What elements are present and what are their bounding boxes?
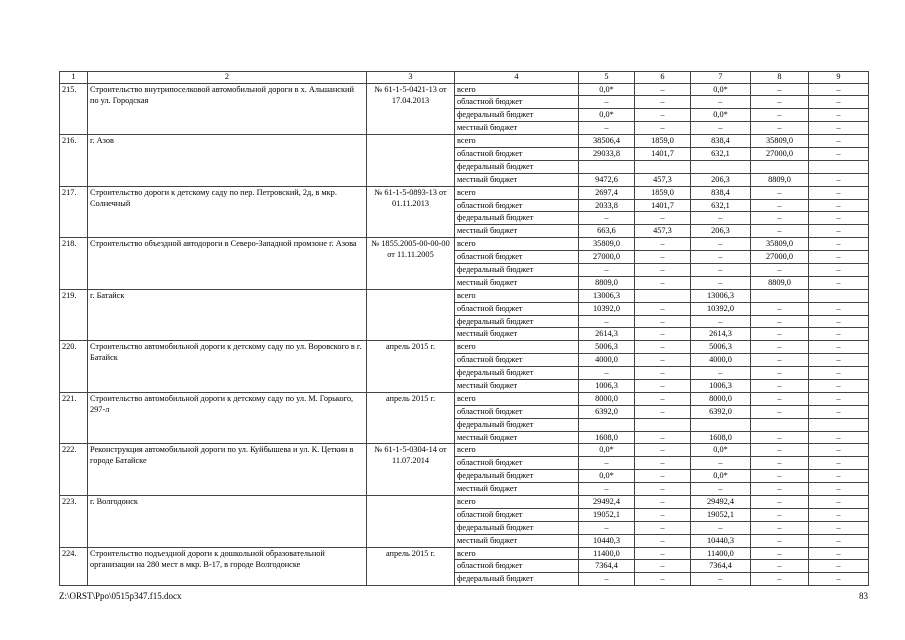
amount-cell: –: [751, 367, 809, 380]
object-name: Реконструкция автомобильной дороги по ул. Куйбышева и ул. К. Цеткин в городе Батайске: [88, 444, 367, 496]
amount-cell: 8809,0: [579, 276, 635, 289]
amount-cell: –: [751, 521, 809, 534]
amount-cell: –: [635, 302, 691, 315]
amount-cell: 9472,6: [579, 173, 635, 186]
amount-cell: –: [809, 173, 869, 186]
item-number: 221.: [60, 392, 88, 444]
table-row: [60, 135, 869, 148]
amount-cell: 10392,0: [579, 302, 635, 315]
funding-source-label: федеральный бюджет: [455, 315, 579, 328]
amount-cell: –: [635, 547, 691, 560]
object-name: Строительство подъездной дороги к дошкольной образовательной организации на 280 мест в мкр. В-17, в городе Волгодонске: [88, 547, 367, 586]
funding-source-label: федеральный бюджет: [455, 470, 579, 483]
amount-cell: 5006,3: [691, 341, 751, 354]
amount-cell: –: [751, 302, 809, 315]
amount-cell: 0,0*: [579, 83, 635, 96]
funding-source-label: федеральный бюджет: [455, 109, 579, 122]
funding-source-label: всего: [455, 444, 579, 457]
amount-cell: –: [751, 83, 809, 96]
amount-cell: –: [751, 96, 809, 109]
funding-source-label: всего: [455, 289, 579, 302]
amount-cell: –: [635, 573, 691, 586]
amount-cell: –: [751, 457, 809, 470]
amount-cell: 1608,0: [691, 431, 751, 444]
amount-cell: –: [691, 276, 751, 289]
amount-cell: 11400,0: [579, 547, 635, 560]
object-name: г. Азов: [88, 135, 367, 187]
amount-cell: –: [579, 122, 635, 135]
amount-cell: –: [751, 508, 809, 521]
funding-source-label: областной бюджет: [455, 302, 579, 315]
amount-cell: –: [751, 186, 809, 199]
table-row: [60, 547, 869, 560]
amount-cell: –: [751, 328, 809, 341]
amount-cell: –: [691, 315, 751, 328]
object-name: Строительство внутрипоселковой автомобильной дороги в х. Альшанский по ул. Городская: [88, 83, 367, 135]
funding-source-label: федеральный бюджет: [455, 418, 579, 431]
funding-source-label: всего: [455, 238, 579, 251]
amount-cell: –: [635, 96, 691, 109]
amount-cell: –: [809, 470, 869, 483]
amount-cell: 10392,0: [691, 302, 751, 315]
amount-cell: 2033,8: [579, 199, 635, 212]
item-number: 223.: [60, 496, 88, 548]
object-name: Строительство автомобильной дороги к детскому саду по ул. М. Горького, 297-л: [88, 392, 367, 444]
column-number: 3: [367, 72, 455, 84]
amount-cell: –: [751, 483, 809, 496]
amount-cell: 632,1: [691, 147, 751, 160]
amount-cell: –: [751, 573, 809, 586]
document-reference: [367, 289, 455, 341]
amount-cell: –: [579, 521, 635, 534]
amount-cell: –: [635, 238, 691, 251]
amount-cell: –: [635, 83, 691, 96]
amount-cell: –: [635, 328, 691, 341]
amount-cell: –: [691, 122, 751, 135]
document-reference: № 1855.2005-00-00-00 от 11.11.2005: [367, 238, 455, 290]
funding-source-label: областной бюджет: [455, 560, 579, 573]
amount-cell: 0,0*: [691, 444, 751, 457]
item-number: 216.: [60, 135, 88, 187]
funding-source-label: местный бюджет: [455, 225, 579, 238]
amount-cell: –: [751, 470, 809, 483]
amount-cell: –: [635, 379, 691, 392]
document-reference: апрель 2015 г.: [367, 392, 455, 444]
amount-cell: 35809,0: [579, 238, 635, 251]
amount-cell: –: [809, 379, 869, 392]
amount-cell: –: [809, 328, 869, 341]
amount-cell: –: [751, 560, 809, 573]
amount-cell: –: [635, 212, 691, 225]
amount-cell: 1006,3: [691, 379, 751, 392]
amount-cell: 4000,0: [579, 354, 635, 367]
funding-source-label: местный бюджет: [455, 276, 579, 289]
funding-source-label: всего: [455, 392, 579, 405]
amount-cell: –: [691, 521, 751, 534]
item-number: 219.: [60, 289, 88, 341]
amount-cell: [579, 418, 635, 431]
amount-cell: 838,4: [691, 186, 751, 199]
amount-cell: 8809,0: [751, 276, 809, 289]
amount-cell: 0,0*: [579, 470, 635, 483]
page-number: 83: [859, 591, 868, 601]
amount-cell: –: [635, 444, 691, 457]
document-reference: [367, 135, 455, 187]
amount-cell: –: [751, 341, 809, 354]
amount-cell: –: [579, 367, 635, 380]
funding-source-label: всего: [455, 547, 579, 560]
table-row: [60, 238, 869, 251]
funding-source-label: местный бюджет: [455, 431, 579, 444]
amount-cell: –: [635, 276, 691, 289]
funding-source-label: областной бюджет: [455, 457, 579, 470]
amount-cell: 29492,4: [691, 496, 751, 509]
amount-cell: –: [691, 457, 751, 470]
funding-source-label: всего: [455, 186, 579, 199]
funding-source-label: федеральный бюджет: [455, 263, 579, 276]
amount-cell: –: [751, 431, 809, 444]
amount-cell: 27000,0: [579, 251, 635, 264]
funding-source-label: всего: [455, 341, 579, 354]
amount-cell: –: [635, 521, 691, 534]
amount-cell: –: [809, 560, 869, 573]
amount-cell: –: [809, 508, 869, 521]
amount-cell: –: [635, 263, 691, 276]
funding-source-label: местный бюджет: [455, 534, 579, 547]
amount-cell: –: [579, 483, 635, 496]
amount-cell: –: [809, 547, 869, 560]
amount-cell: 632,1: [691, 199, 751, 212]
amount-cell: 663,6: [579, 225, 635, 238]
amount-cell: 457,3: [635, 173, 691, 186]
funding-source-label: областной бюджет: [455, 147, 579, 160]
amount-cell: 206,3: [691, 225, 751, 238]
amount-cell: –: [809, 483, 869, 496]
amount-cell: –: [809, 367, 869, 380]
amount-cell: 457,3: [635, 225, 691, 238]
budget-table: [59, 71, 869, 586]
amount-cell: 7364,4: [691, 560, 751, 573]
amount-cell: –: [751, 392, 809, 405]
amount-cell: 1859,0: [635, 135, 691, 148]
amount-cell: –: [809, 573, 869, 586]
amount-cell: 13006,3: [579, 289, 635, 302]
amount-cell: –: [635, 315, 691, 328]
amount-cell: 2614,3: [691, 328, 751, 341]
amount-cell: 11400,0: [691, 547, 751, 560]
funding-source-label: местный бюджет: [455, 483, 579, 496]
funding-source-label: областной бюджет: [455, 354, 579, 367]
amount-cell: 1608,0: [579, 431, 635, 444]
table-row: [60, 341, 869, 354]
amount-cell: –: [691, 238, 751, 251]
item-number: 215.: [60, 83, 88, 135]
amount-cell: 8809,0: [751, 173, 809, 186]
amount-cell: [751, 418, 809, 431]
amount-cell: –: [579, 263, 635, 276]
amount-cell: –: [579, 212, 635, 225]
amount-cell: –: [751, 225, 809, 238]
amount-cell: –: [809, 315, 869, 328]
amount-cell: [691, 418, 751, 431]
amount-cell: –: [635, 457, 691, 470]
amount-cell: –: [809, 122, 869, 135]
column-number: 1: [60, 72, 88, 84]
amount-cell: –: [809, 135, 869, 148]
object-name: Строительство объездной автодороги в Северо-Западной промзоне г. Азова: [88, 238, 367, 290]
amount-cell: –: [579, 573, 635, 586]
amount-cell: 0,0*: [691, 470, 751, 483]
funding-source-label: федеральный бюджет: [455, 573, 579, 586]
item-number: 222.: [60, 444, 88, 496]
amount-cell: –: [751, 109, 809, 122]
amount-cell: –: [751, 547, 809, 560]
column-number: 6: [635, 72, 691, 84]
table-row: [60, 392, 869, 405]
column-number: 5: [579, 72, 635, 84]
table-body: [60, 72, 869, 586]
amount-cell: 10440,3: [579, 534, 635, 547]
amount-cell: –: [809, 109, 869, 122]
amount-cell: 8000,0: [579, 392, 635, 405]
amount-cell: [635, 160, 691, 173]
amount-cell: 4000,0: [691, 354, 751, 367]
amount-cell: 38506,4: [579, 135, 635, 148]
amount-cell: –: [809, 431, 869, 444]
amount-cell: –: [751, 315, 809, 328]
funding-source-label: всего: [455, 83, 579, 96]
object-name: г. Волгодонск: [88, 496, 367, 548]
amount-cell: 13006,3: [691, 289, 751, 302]
amount-cell: 206,3: [691, 173, 751, 186]
amount-cell: 7364,4: [579, 560, 635, 573]
amount-cell: –: [751, 354, 809, 367]
amount-cell: [809, 289, 869, 302]
amount-cell: –: [635, 392, 691, 405]
amount-cell: [691, 160, 751, 173]
amount-cell: –: [809, 276, 869, 289]
amount-cell: –: [635, 251, 691, 264]
document-reference: апрель 2015 г.: [367, 547, 455, 586]
amount-cell: –: [809, 405, 869, 418]
table-row: [60, 496, 869, 509]
amount-cell: –: [691, 573, 751, 586]
amount-cell: –: [691, 483, 751, 496]
amount-cell: 8000,0: [691, 392, 751, 405]
item-number: 217.: [60, 186, 88, 238]
amount-cell: 5006,3: [579, 341, 635, 354]
amount-cell: [809, 160, 869, 173]
amount-cell: –: [751, 379, 809, 392]
amount-cell: –: [809, 212, 869, 225]
funding-source-label: федеральный бюджет: [455, 212, 579, 225]
amount-cell: –: [809, 302, 869, 315]
funding-source-label: областной бюджет: [455, 251, 579, 264]
amount-cell: –: [751, 212, 809, 225]
amount-cell: –: [691, 367, 751, 380]
amount-cell: –: [809, 225, 869, 238]
amount-cell: –: [809, 83, 869, 96]
amount-cell: 29033,8: [579, 147, 635, 160]
document-reference: № 61-1-5-0421-13 от 17.04.2013: [367, 83, 455, 135]
amount-cell: [809, 418, 869, 431]
amount-cell: –: [635, 341, 691, 354]
funding-source-label: областной бюджет: [455, 405, 579, 418]
amount-cell: –: [751, 405, 809, 418]
funding-source-label: всего: [455, 496, 579, 509]
funding-source-label: федеральный бюджет: [455, 521, 579, 534]
funding-source-label: областной бюджет: [455, 508, 579, 521]
item-number: 220.: [60, 341, 88, 393]
amount-cell: –: [691, 251, 751, 264]
amount-cell: –: [809, 96, 869, 109]
amount-cell: –: [579, 96, 635, 109]
column-number: 8: [751, 72, 809, 84]
amount-cell: –: [635, 405, 691, 418]
amount-cell: –: [809, 341, 869, 354]
item-number: 224.: [60, 547, 88, 586]
amount-cell: 19052,1: [691, 508, 751, 521]
amount-cell: 1006,3: [579, 379, 635, 392]
funding-source-label: федеральный бюджет: [455, 160, 579, 173]
amount-cell: –: [809, 238, 869, 251]
amount-cell: –: [635, 496, 691, 509]
amount-cell: [751, 289, 809, 302]
amount-cell: –: [809, 496, 869, 509]
amount-cell: –: [635, 483, 691, 496]
funding-source-label: местный бюджет: [455, 379, 579, 392]
object-name: Строительство автомобильной дороги к детскому саду по ул. Воровского в г. Батайск: [88, 341, 367, 393]
amount-cell: –: [809, 147, 869, 160]
amount-cell: [751, 160, 809, 173]
amount-cell: –: [809, 534, 869, 547]
amount-cell: –: [635, 122, 691, 135]
document-reference: [367, 496, 455, 548]
funding-source-label: местный бюджет: [455, 122, 579, 135]
amount-cell: –: [691, 263, 751, 276]
amount-cell: –: [691, 212, 751, 225]
amount-cell: –: [579, 457, 635, 470]
amount-cell: 0,0*: [579, 444, 635, 457]
funding-source-label: областной бюджет: [455, 199, 579, 212]
amount-cell: –: [751, 199, 809, 212]
amount-cell: 35809,0: [751, 135, 809, 148]
amount-cell: –: [635, 109, 691, 122]
amount-cell: –: [751, 263, 809, 276]
funding-source-label: местный бюджет: [455, 173, 579, 186]
amount-cell: 6392,0: [691, 405, 751, 418]
table-row: [60, 186, 869, 199]
object-name: г. Батайск: [88, 289, 367, 341]
document-reference: № 61-1-5-0893-13 от 01.11.2013: [367, 186, 455, 238]
table-row: [60, 289, 869, 302]
amount-cell: 1401,7: [635, 199, 691, 212]
amount-cell: 6392,0: [579, 405, 635, 418]
amount-cell: –: [635, 367, 691, 380]
amount-cell: –: [635, 508, 691, 521]
amount-cell: –: [809, 251, 869, 264]
amount-cell: –: [809, 444, 869, 457]
amount-cell: –: [635, 354, 691, 367]
object-name: Строительство дороги к детскому саду по пер. Петровский, 2д, в мкр. Солнечный: [88, 186, 367, 238]
amount-cell: [635, 289, 691, 302]
amount-cell: –: [751, 496, 809, 509]
amount-cell: –: [635, 470, 691, 483]
document-reference: апрель 2015 г.: [367, 341, 455, 393]
amount-cell: –: [809, 199, 869, 212]
item-number: 218.: [60, 238, 88, 290]
table-row: [60, 83, 869, 96]
amount-cell: 10440,3: [691, 534, 751, 547]
amount-cell: –: [809, 392, 869, 405]
amount-cell: –: [809, 457, 869, 470]
file-path: Z:\ORST\Ppo\0515p347.f15.docx: [59, 591, 182, 601]
amount-cell: 0,0*: [579, 109, 635, 122]
document-reference: № 61-1-5-0304-14 от 11.07.2014: [367, 444, 455, 496]
amount-cell: –: [691, 96, 751, 109]
amount-cell: 0,0*: [691, 83, 751, 96]
amount-cell: 35809,0: [751, 238, 809, 251]
amount-cell: –: [751, 122, 809, 135]
funding-source-label: федеральный бюджет: [455, 367, 579, 380]
amount-cell: 19052,1: [579, 508, 635, 521]
funding-source-label: местный бюджет: [455, 328, 579, 341]
amount-cell: 838,4: [691, 135, 751, 148]
amount-cell: –: [809, 521, 869, 534]
amount-cell: –: [809, 186, 869, 199]
amount-cell: –: [635, 560, 691, 573]
amount-cell: 1401,7: [635, 147, 691, 160]
amount-cell: 2697,4: [579, 186, 635, 199]
amount-cell: 29492,4: [579, 496, 635, 509]
amount-cell: 27000,0: [751, 251, 809, 264]
column-number-row: [60, 72, 869, 84]
column-number: 4: [455, 72, 579, 84]
amount-cell: –: [809, 354, 869, 367]
amount-cell: –: [751, 534, 809, 547]
amount-cell: –: [751, 444, 809, 457]
column-number: 7: [691, 72, 751, 84]
funding-source-label: всего: [455, 135, 579, 148]
amount-cell: [579, 160, 635, 173]
column-number: 2: [88, 72, 367, 84]
funding-source-label: областной бюджет: [455, 96, 579, 109]
amount-cell: 2614,3: [579, 328, 635, 341]
column-number: 9: [809, 72, 869, 84]
amount-cell: –: [635, 431, 691, 444]
table-row: [60, 444, 869, 457]
amount-cell: –: [579, 315, 635, 328]
amount-cell: 1859,0: [635, 186, 691, 199]
amount-cell: 27000,0: [751, 147, 809, 160]
amount-cell: [635, 418, 691, 431]
amount-cell: 0,0*: [691, 109, 751, 122]
amount-cell: –: [809, 263, 869, 276]
amount-cell: –: [635, 534, 691, 547]
